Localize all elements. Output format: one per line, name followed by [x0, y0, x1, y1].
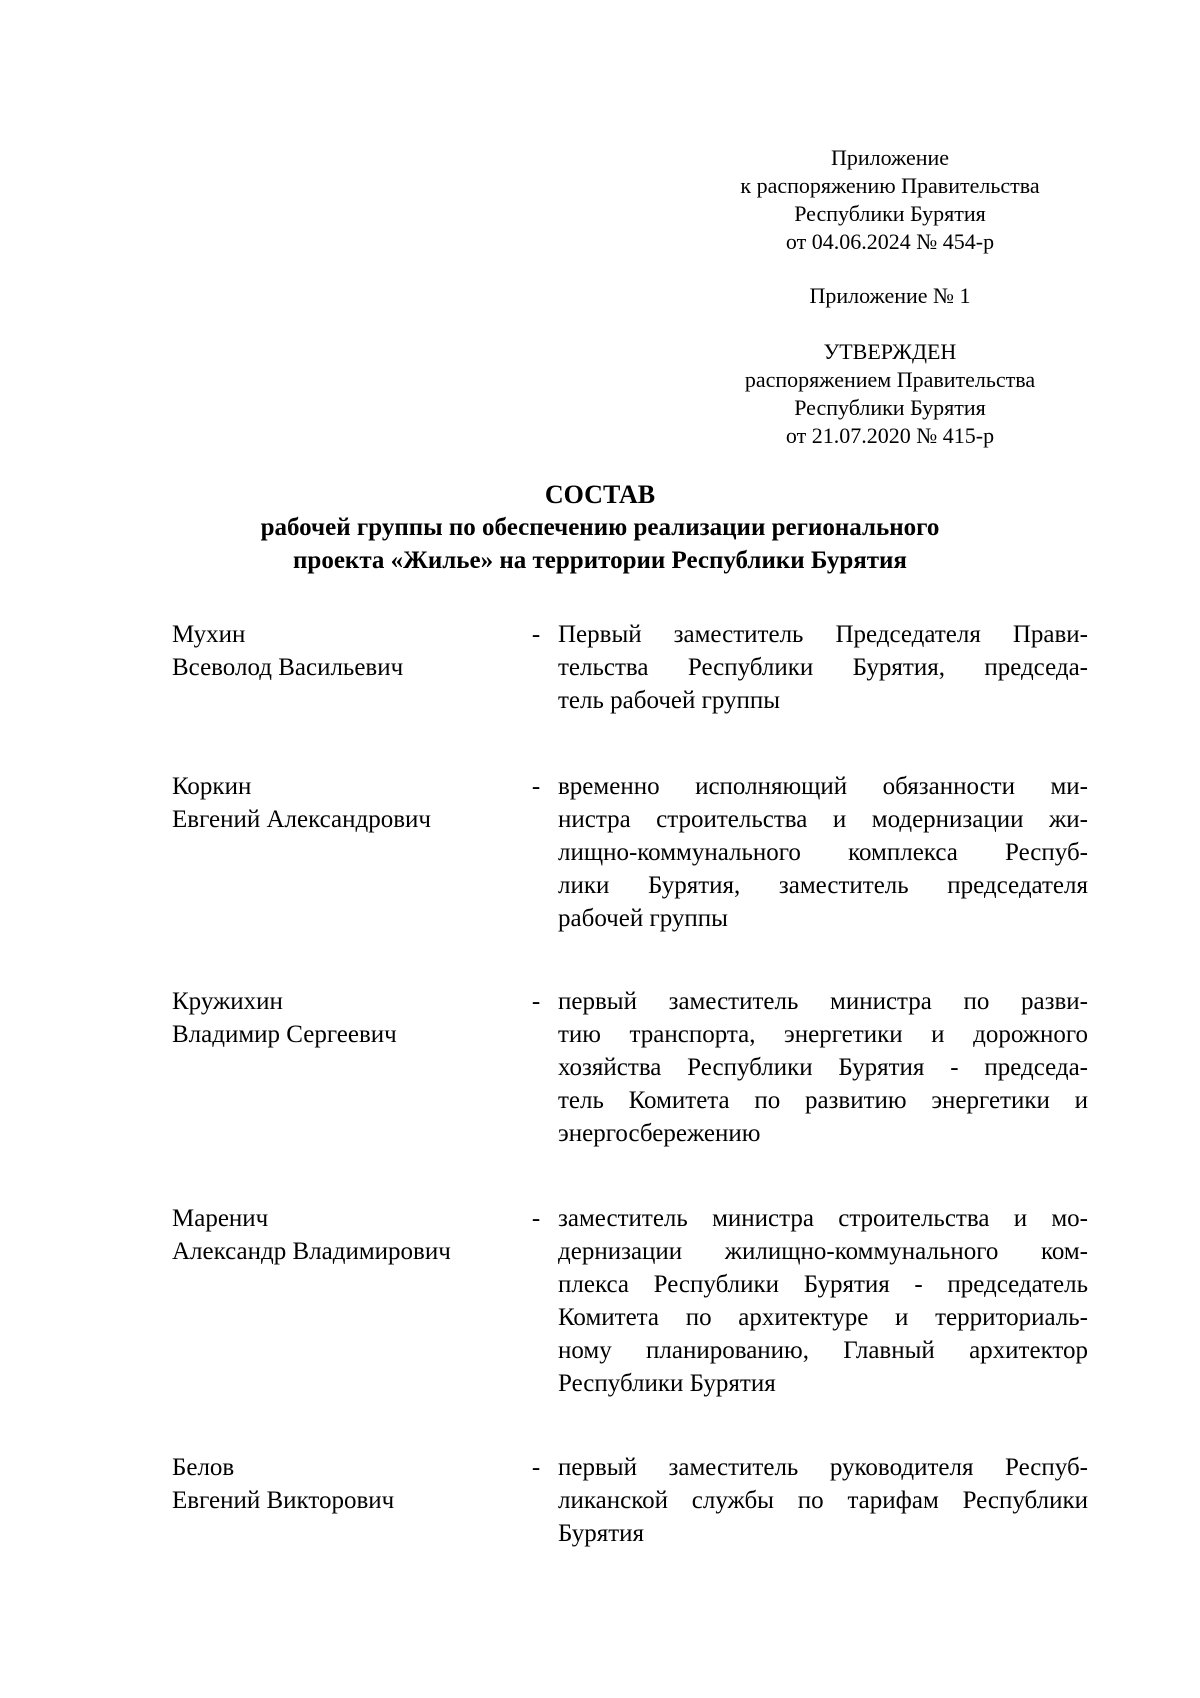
- member-separator: -: [531, 621, 541, 648]
- role-line: ликанской службы по тарифам Республики: [558, 1487, 1088, 1514]
- member-role: [558, 1451, 1088, 1550]
- role-line: тель Комитета по развитию энергетики и: [558, 1087, 1088, 1114]
- role-line: заместитель министра строительства и мо-: [558, 1205, 1088, 1232]
- appendix-line: Республики Бурятия: [794, 201, 986, 226]
- role-line: тель рабочей группы: [558, 687, 781, 714]
- role-line: первый заместитель руководителя Респуб-: [558, 1454, 1088, 1481]
- title-line: рабочей группы по обеспечению реализации регионального: [260, 514, 940, 541]
- role-line: Первый заместитель Председателя Прави-: [558, 621, 1088, 648]
- member-role: [558, 1202, 1088, 1400]
- approved-line: от 21.07.2020 № 415-р: [785, 423, 995, 448]
- member-given-name: Евгений Викторович: [172, 1487, 395, 1514]
- title-line: проекта «Жилье» на территории Республики Бурятия: [293, 547, 907, 574]
- appendix-header: [680, 144, 1100, 256]
- approved-line: УТВЕРЖДЕН: [823, 339, 957, 364]
- role-line: лищно-коммунального комплекса Респуб-: [558, 839, 1088, 866]
- member-separator: -: [531, 1454, 541, 1481]
- member-name: [172, 1202, 512, 1268]
- approved-header: [680, 338, 1100, 450]
- role-line: ному планированию, Главный архитектор: [558, 1337, 1088, 1364]
- appendix-line: Приложение: [830, 145, 950, 170]
- member-name: [172, 1451, 512, 1517]
- member-role: [558, 985, 1088, 1150]
- role-line: рабочей группы: [558, 905, 728, 932]
- title-main: СОСТАВ: [544, 480, 656, 509]
- role-line: временно исполняющий обязанности ми-: [558, 773, 1088, 800]
- member-role: [558, 770, 1088, 935]
- role-line: дернизации жилищно-коммунального ком-: [558, 1238, 1088, 1265]
- role-line: энергосбережению: [558, 1120, 761, 1147]
- role-line: лики Бурятия, заместитель председателя: [558, 872, 1088, 899]
- member-surname: Кружихин: [172, 988, 283, 1015]
- appendix-line: к распоряжению Правительства: [740, 173, 1040, 198]
- member-given-name: Владимир Сергеевич: [172, 1021, 397, 1048]
- member-role: [558, 618, 1088, 717]
- role-line: тельства Республики Бурятия, председа-: [558, 654, 1088, 681]
- role-line: хозяйства Республики Бурятия - председа-: [558, 1054, 1088, 1081]
- member-name: [172, 985, 512, 1051]
- role-line: Бурятия: [558, 1520, 645, 1547]
- member-given-name: Всеволод Васильевич: [172, 654, 404, 681]
- role-line: нистра строительства и модернизации жи-: [558, 806, 1088, 833]
- role-line: плекса Республики Бурятия - председатель: [558, 1271, 1088, 1298]
- role-line: Комитета по архитектуре и территориаль-: [558, 1304, 1088, 1331]
- member-name: [172, 770, 512, 836]
- appendix-number-header: [680, 282, 1100, 310]
- member-surname: Коркин: [172, 773, 252, 800]
- role-line: тию транспорта, энергетики и дорожного: [558, 1021, 1088, 1048]
- member-given-name: Евгений Александрович: [172, 806, 431, 833]
- approved-line: распоряжением Правительства: [744, 367, 1036, 392]
- member-given-name: Александр Владимирович: [172, 1238, 451, 1265]
- member-separator: -: [531, 1205, 541, 1232]
- role-line: первый заместитель министра по разви-: [558, 988, 1088, 1015]
- member-surname: Белов: [172, 1454, 235, 1481]
- appendix-line: от 04.06.2024 № 454-р: [785, 229, 995, 254]
- member-surname: Маренич: [172, 1205, 269, 1232]
- member-surname: Мухин: [172, 621, 246, 648]
- member-separator: -: [531, 988, 541, 1015]
- member-name: [172, 618, 512, 684]
- role-line: Республики Бурятия: [558, 1370, 776, 1397]
- document-title: [150, 478, 1050, 577]
- approved-line: Республики Бурятия: [794, 395, 986, 420]
- appendix-number: Приложение № 1: [809, 283, 971, 308]
- member-separator: -: [531, 773, 541, 800]
